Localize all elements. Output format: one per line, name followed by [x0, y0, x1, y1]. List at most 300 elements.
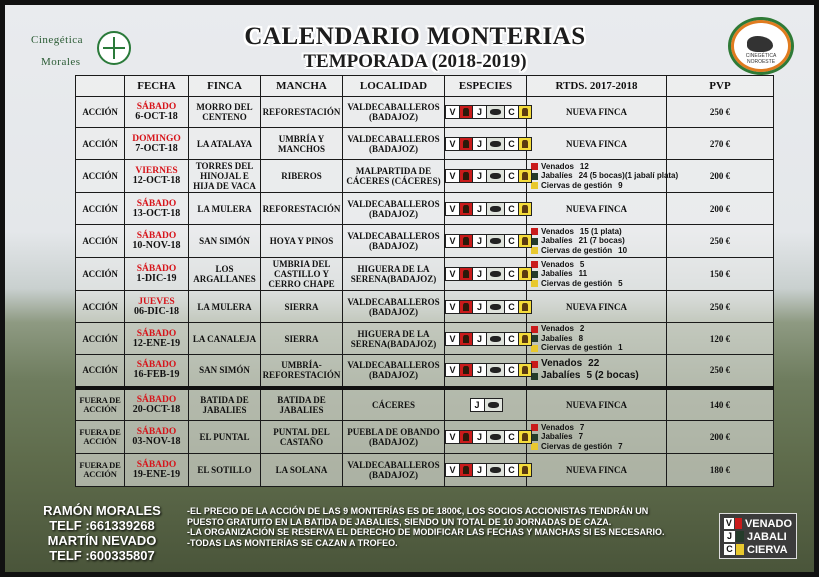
row-date: 12-OCT-18: [132, 175, 181, 186]
results-list: [527, 324, 666, 353]
species-icons: [445, 332, 531, 346]
species-letter: C: [504, 234, 519, 248]
row-localidad: CÁCERES: [343, 388, 445, 421]
species-icons: [445, 105, 531, 119]
species-bullet-icon: [531, 373, 538, 380]
table-row: [76, 258, 774, 291]
row-price: 270 €: [667, 128, 774, 160]
results-list: [527, 423, 666, 452]
results-line: [531, 171, 679, 181]
row-price: 200 €: [667, 193, 774, 225]
row-weekday: SÁBADO: [136, 328, 177, 339]
species-letter: V: [445, 463, 460, 477]
species-letter: J: [472, 430, 487, 444]
results-value: 21 (7 bocas): [578, 236, 625, 246]
row-finca: EL SOTILLO: [189, 454, 261, 487]
row-weekday: VIERNES: [135, 166, 178, 176]
species-letter: V: [445, 105, 460, 119]
results-label: Venados: [541, 422, 574, 432]
species-bullet-icon: [531, 443, 538, 450]
row-mancha: PUNTAL DEL CASTAÑO: [261, 421, 343, 454]
legend-label: VENADO: [744, 517, 792, 530]
row-finca: LA MULERA: [189, 193, 261, 225]
row-price: 250 €: [667, 291, 774, 323]
species-icons: [445, 463, 531, 477]
row-date-cell: [125, 388, 189, 421]
row-localidad: VALDECABALLEROS (BADAJOZ): [343, 355, 445, 388]
logo-right-text: CINEGÉTICA NOROESTE: [745, 53, 777, 65]
species-bullet-icon: [531, 182, 538, 189]
species-letter: V: [445, 332, 460, 346]
row-date: 7-OCT-18: [135, 142, 178, 154]
species-letter: J: [470, 398, 485, 412]
row-results: NUEVA FINCA: [527, 97, 667, 128]
boar-icon: [486, 430, 505, 444]
boar-icon: [486, 463, 505, 477]
title-line2: TEMPORADA (2018-2019): [303, 51, 527, 72]
row-localidad: PUEBLA DE OBANDO (BADAJOZ): [343, 421, 445, 454]
row-price: 250 €: [667, 355, 774, 388]
row-results: [527, 355, 667, 388]
species-bullet-icon: [531, 361, 538, 368]
note: -LA ORGANIZACIÓN SE RESERVA EL DERECHO DE MODIFICAR LAS FECHAS Y MANCHAS SI ES NECESARIO.: [187, 527, 665, 537]
row-weekday: SÁBADO: [136, 427, 177, 437]
row-species: [445, 355, 527, 388]
page-title: [185, 23, 645, 73]
results-value: 2: [579, 324, 585, 334]
row-mancha: UMBRIA DEL CASTILLO Y CERRO CHAPE: [261, 258, 343, 291]
row-date: 10-NOV-18: [132, 240, 181, 251]
species-letter: C: [504, 267, 519, 281]
results-line: [531, 181, 666, 191]
table-row: [76, 421, 774, 454]
row-localidad: VALDECABALLEROS (BADAJOZ): [343, 225, 445, 258]
boar-icon: [486, 267, 505, 281]
species-letter: J: [472, 137, 487, 151]
results-label: Venados: [541, 259, 574, 269]
species-letter: J: [472, 169, 487, 183]
hind-icon: [518, 234, 532, 248]
species-bullet-icon: [531, 326, 538, 333]
species-letter: C: [504, 169, 519, 183]
logo-left-line1: Cinegética: [31, 34, 84, 46]
boar-icon: [486, 363, 505, 377]
boar-icon: [484, 398, 503, 412]
results-label: Jabalíes: [541, 171, 573, 181]
deer-icon: [459, 234, 473, 248]
table-row: [76, 323, 774, 355]
row-localidad: VALDECABALLEROS (BADAJOZ): [343, 193, 445, 225]
row-date: 20-OCT-18: [132, 403, 181, 415]
species-letter: J: [472, 202, 487, 216]
boar-icon: [486, 332, 505, 346]
row-results: NUEVA FINCA: [527, 291, 667, 323]
logo-cinegetica-morales: [27, 25, 135, 69]
row-finca: BATIDA DE JABALIES: [189, 388, 261, 421]
results-line: [531, 246, 666, 256]
deer-icon: [735, 518, 742, 529]
row-results: NUEVA FINCA: [527, 388, 667, 421]
boar-icon: [486, 137, 505, 151]
crosshair-icon: [97, 31, 131, 65]
row-type: ACCIÓN: [76, 355, 125, 388]
species-icons: [445, 300, 531, 314]
results-line: [531, 334, 666, 344]
legend-label: JABALI: [747, 530, 787, 543]
row-date-cell: [125, 225, 189, 258]
boar-icon: [747, 36, 773, 52]
results-list: [527, 227, 666, 256]
row-date: 19-ENE-19: [132, 469, 181, 480]
row-type: ACCIÓN: [76, 225, 125, 258]
deer-icon: [459, 363, 473, 377]
species-letter: C: [504, 105, 519, 119]
species-letter: J: [472, 363, 487, 377]
row-price: 180 €: [667, 454, 774, 487]
row-mancha: HOYA Y PINOS: [261, 225, 343, 258]
row-date-cell: [125, 323, 189, 355]
results-label: Jabalíes: [541, 370, 581, 382]
results-list: [527, 161, 679, 191]
results-line: [531, 279, 666, 289]
row-species: [445, 388, 527, 421]
row-species: [445, 193, 527, 225]
table-row: [76, 160, 774, 193]
row-weekday: SÁBADO: [136, 264, 177, 274]
row-type: FUERA DE ACCIÓN: [76, 454, 125, 487]
row-date: 06-DIC-18: [134, 305, 179, 317]
results-label: Venados: [541, 358, 583, 370]
row-price: 200 €: [667, 160, 774, 193]
row-date-cell: [125, 454, 189, 487]
row-finca: SAN SIMÓN: [189, 355, 261, 388]
row-type: ACCIÓN: [76, 323, 125, 355]
table-row: [76, 454, 774, 487]
species-bullet-icon: [531, 238, 538, 245]
row-date-cell: [125, 97, 189, 128]
species-icons: [445, 267, 531, 281]
row-mancha: REFORESTACIÓN: [261, 97, 343, 128]
species-letter: J: [472, 234, 487, 248]
row-results: [527, 160, 679, 193]
legend-key: J: [724, 531, 735, 542]
row-date: 12-ENE-19: [132, 337, 181, 349]
deer-icon: [459, 137, 473, 151]
boar-icon: [486, 169, 505, 183]
row-results: [527, 258, 667, 291]
hind-icon: [518, 105, 532, 119]
row-type: ACCIÓN: [76, 128, 125, 160]
row-localidad: VALDECABALLEROS (BADAJOZ): [343, 291, 445, 323]
results-label: Ciervas de gestión: [541, 245, 613, 255]
row-date: 6-OCT-18: [135, 111, 178, 122]
row-localidad: VALDECABALLEROS (BADAJOZ): [343, 97, 445, 128]
results-line: [531, 227, 666, 237]
legend-key: V: [725, 518, 732, 528]
row-date-cell: [125, 128, 189, 160]
row-date-cell: [125, 258, 189, 291]
row-mancha: SIERRA: [261, 323, 343, 355]
species-letter: J: [472, 300, 487, 314]
row-type: ACCIÓN: [76, 193, 125, 225]
results-label: Ciervas de gestión: [541, 180, 613, 190]
row-species: [445, 225, 527, 258]
results-line: [531, 269, 666, 279]
species-icons: [445, 137, 531, 151]
results-line: [531, 162, 666, 172]
row-finca: SAN SIMÓN: [189, 225, 261, 258]
row-species: [445, 97, 527, 128]
results-label: Venados: [541, 324, 574, 334]
row-price: 140 €: [667, 388, 774, 421]
species-icons: [445, 234, 531, 248]
row-localidad: HIGUERA DE LA SERENA(BADAJOZ): [343, 258, 445, 291]
species-letter: V: [445, 202, 460, 216]
row-type: ACCIÓN: [76, 97, 125, 128]
notes-block: [187, 506, 677, 548]
boar-icon: [736, 531, 744, 542]
row-species: [445, 291, 527, 323]
row-finca: TORRES DEL HINOJAL E HIJA DE VACA: [189, 160, 261, 193]
row-weekday: DOMINGO: [132, 133, 181, 144]
contact-phone-2: TELF :600335807: [49, 548, 155, 563]
results-line: [531, 343, 666, 353]
species-letter: C: [504, 363, 519, 377]
hind-icon: [518, 137, 532, 151]
species-letter: V: [445, 300, 460, 314]
contact-phone-1: TELF :661339268: [49, 518, 155, 533]
row-date-cell: [125, 421, 189, 454]
table-row: [76, 225, 774, 258]
results-line: [531, 260, 666, 270]
results-value: 1: [618, 343, 623, 353]
species-bullet-icon: [531, 163, 538, 170]
note: -EL PRECIO DE LA ACCIÓN DE LAS 9 MONTERÍAS ES DE 1800€, LOS SOCIOS ACCIONISTAS TENDRÁN UN PUESTO GRATUITO EN LA BATIDA DE JABALIES, SIENDO UN TOTAL DE 10 JORNADAS DE CAZA.: [187, 506, 649, 527]
species-bullet-icon: [531, 280, 538, 287]
results-line: [531, 423, 666, 433]
species-bullet-icon: [531, 424, 538, 431]
species-letter: C: [504, 137, 519, 151]
species-bullet-icon: [531, 335, 538, 342]
row-type: FUERA DE ACCIÓN: [76, 421, 125, 454]
row-results: [527, 323, 667, 355]
row-mancha: SIERRA: [261, 291, 343, 323]
results-value: 7: [579, 422, 585, 432]
results-value: 8: [578, 333, 584, 343]
logo-cinegetica-noroeste: [728, 17, 794, 75]
results-value: 7: [578, 432, 584, 442]
results-value: 22: [588, 358, 600, 370]
row-species: [445, 258, 527, 291]
row-mancha: RIBEROS: [261, 160, 343, 193]
species-icons: [445, 363, 531, 377]
legend-key: C: [724, 544, 735, 555]
results-label: Ciervas de gestión: [541, 441, 613, 451]
deer-icon: [459, 430, 473, 444]
row-species: [445, 454, 527, 487]
legend-label: CIERVA: [747, 543, 788, 556]
results-line: [531, 442, 666, 452]
table-row: [76, 97, 774, 128]
results-label: Jabalíes: [541, 236, 573, 246]
results-label: Ciervas de gestión: [541, 343, 613, 353]
row-mancha: REFORESTACIÓN: [261, 193, 343, 225]
header-mancha: MANCHA: [261, 76, 343, 97]
results-value: 7: [618, 441, 623, 451]
results-label: Venados: [541, 161, 574, 171]
species-bullet-icon: [531, 173, 538, 180]
row-date-cell: [125, 355, 189, 388]
row-date-cell: [125, 291, 189, 323]
species-icons: [445, 169, 531, 183]
contact-name-1: RAMÓN MORALES: [43, 503, 161, 518]
boar-icon: [486, 300, 505, 314]
table-row: [76, 355, 774, 388]
results-value: 15 (1 plata): [579, 226, 622, 236]
header-finca: FINCA: [189, 76, 261, 97]
deer-icon: [459, 169, 473, 183]
species-icons: [445, 430, 531, 444]
results-value: 5: [618, 278, 623, 288]
results-line: [531, 358, 666, 370]
row-type: ACCIÓN: [76, 160, 125, 193]
row-finca: LOS ARGALLANES: [189, 258, 261, 291]
hind-icon: [518, 363, 532, 377]
hind-icon: [518, 332, 532, 346]
header-cell: [76, 76, 125, 97]
row-results: NUEVA FINCA: [527, 454, 667, 487]
header-localidad: LOCALIDAD: [343, 76, 445, 97]
results-label: Jabalíes: [541, 333, 573, 343]
table-row: [76, 128, 774, 160]
deer-icon: [459, 463, 473, 477]
species-letter: V: [445, 137, 460, 151]
contact-block: [27, 503, 177, 563]
row-mancha: UMBRÍA-REFORESTACIÓN: [261, 355, 343, 388]
hind-icon: [736, 544, 744, 555]
results-label: Jabalíes: [541, 269, 573, 279]
row-weekday: SÁBADO: [136, 102, 177, 112]
row-date: 16-FEB-19: [133, 369, 180, 381]
row-localidad: VALDECABALLEROS (BADAJOZ): [343, 128, 445, 160]
calendar-table: [75, 75, 774, 487]
legend-row-cierva: [724, 543, 792, 556]
row-weekday: SÁBADO: [136, 394, 177, 405]
species-letter: V: [445, 267, 460, 281]
species-letter: V: [445, 169, 460, 183]
table-body: [76, 97, 774, 487]
row-weekday: JUEVES: [138, 296, 175, 307]
row-date: 03-NOV-18: [132, 436, 181, 447]
row-results: [527, 225, 667, 258]
row-finca: MORRO DEL CENTENO: [189, 97, 261, 128]
hind-icon: [518, 430, 532, 444]
species-bullet-icon: [531, 434, 538, 441]
deer-icon: [459, 105, 473, 119]
table-row: [76, 291, 774, 323]
title-line1: CALENDARIO MONTERIAS: [244, 23, 586, 50]
row-finca: LA CANALEJA: [189, 323, 261, 355]
row-weekday: SÁBADO: [136, 231, 177, 241]
species-bullet-icon: [531, 345, 538, 352]
row-finca: LA MULERA: [189, 291, 261, 323]
species-letter: V: [445, 363, 460, 377]
deer-icon: [459, 332, 473, 346]
row-price: 150 €: [667, 258, 774, 291]
row-price: 120 €: [667, 323, 774, 355]
header-especies: ESPECIES: [445, 76, 527, 97]
results-value: 10: [618, 245, 628, 255]
boar-icon: [486, 234, 505, 248]
species-bullet-icon: [531, 271, 538, 278]
species-letter: C: [504, 300, 519, 314]
results-line: [531, 432, 666, 442]
row-results: [527, 421, 667, 454]
table-row: [76, 388, 774, 421]
results-label: Ciervas de gestión: [541, 278, 613, 288]
header-fecha: FECHA: [125, 76, 189, 97]
results-line: [531, 370, 666, 382]
row-results: NUEVA FINCA: [527, 128, 667, 160]
header-pvp: PVP: [667, 76, 774, 97]
hind-icon: [518, 202, 532, 216]
species-letter: J: [472, 105, 487, 119]
row-date-cell: [125, 160, 189, 193]
results-list: [527, 260, 666, 289]
deer-icon: [459, 267, 473, 281]
row-species: [445, 323, 527, 355]
row-type: FUERA DE ACCIÓN: [76, 388, 125, 421]
row-date: 13-OCT-18: [132, 207, 181, 219]
row-date-cell: [125, 193, 189, 225]
results-label: Venados: [541, 226, 574, 236]
results-line: [531, 324, 666, 334]
row-species: [445, 160, 527, 193]
row-finca: LA ATALAYA: [189, 128, 261, 160]
header-resultados: RTDS. 2017-2018: [527, 76, 667, 97]
results-value: 11: [578, 269, 588, 279]
note: -TODAS LAS MONTERÍAS SE CAZAN A TROFEO.: [187, 537, 398, 548]
species-letter: V: [445, 234, 460, 248]
row-localidad: VALDECABALLEROS (BADAJOZ): [343, 454, 445, 487]
deer-icon: [459, 202, 473, 216]
species-letter: V: [445, 430, 460, 444]
row-type: ACCIÓN: [76, 258, 125, 291]
row-localidad: MALPARTIDA DE CÁCERES (CÁCERES): [343, 160, 445, 193]
species-bullet-icon: [531, 247, 538, 254]
species-bullet-icon: [531, 261, 538, 268]
results-label: Jabalíes: [541, 432, 573, 442]
results-value: 5 (2 bocas): [586, 370, 639, 382]
hind-icon: [518, 300, 532, 314]
hind-icon: [518, 463, 532, 477]
results-value: 5: [579, 259, 585, 269]
row-weekday: SÁBADO: [136, 360, 177, 371]
species-icons: [470, 398, 502, 412]
contact-name-2: MARTÍN NEVADO: [47, 533, 157, 548]
row-mancha: BATIDA DE JABALIES: [261, 388, 343, 421]
deer-icon: [459, 300, 473, 314]
row-mancha: UMBRÍA Y MANCHOS: [261, 128, 343, 160]
row-finca: EL PUNTAL: [189, 421, 261, 454]
results-value: 24 (5 bocas)(1 jabalí plata): [578, 171, 679, 181]
species-letter: C: [504, 430, 519, 444]
row-species: [445, 421, 527, 454]
species-letter: J: [472, 332, 487, 346]
logo-left-line2: Morales: [41, 56, 81, 68]
row-localidad: HIGUERA DE LA SERENA(BADAJOZ): [343, 323, 445, 355]
species-legend: [719, 513, 797, 559]
